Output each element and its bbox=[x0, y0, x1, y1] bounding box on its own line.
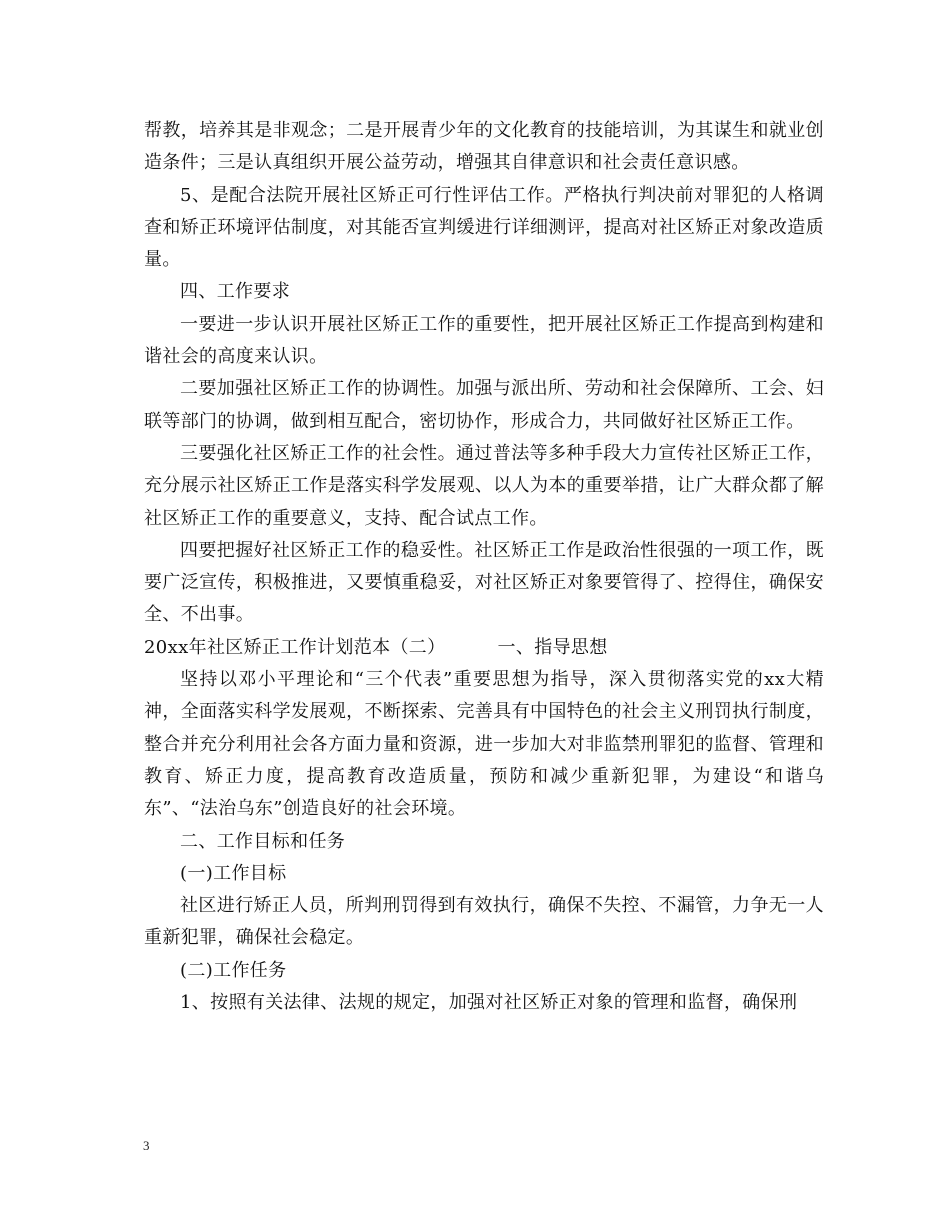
paragraph: 坚持以邓小平理论和“三个代表”重要思想为指导，深入贯彻落实党的xx大精神，全面落实科学发展观，不断探索、完善具有中国特色的社会主义刑罚执行制度，整合并充分利用社会各方面力量和资源，进一步加大对非监禁刑罪犯的监督、管理和教育、矫正力度，提高教育改造质量，预防和减少重新犯罪，为建设“和谐乌东”、“法治乌东”创造良好的社会环境。 bbox=[144, 669, 824, 820]
paragraph: 一要进一步认识开展社区矫正工作的重要性，把开展社区矫正工作提高到构建和谐社会的高度来认识。 bbox=[144, 313, 824, 368]
section-heading-goals-tasks: 二、工作目标和任务 bbox=[180, 830, 346, 852]
paragraph: 帮教，培养其是非观念；二是开展青少年的文化教育的技能培训，为其谋生和就业创造条件；三是认真组织开展公益劳动，增强其自律意识和社会责任意识感。 bbox=[144, 120, 824, 174]
paragraph: 三要强化社区矫正工作的社会性。通过普法等多种手段大力宣传社区矫正工作，充分展示社区矫正工作是落实科学发展观、以人为本的重要举措，让广大群众都了解社区矫正工作的重要意义，支持、配合试点工作。 bbox=[144, 442, 824, 529]
section-heading-guiding-ideology: 一、指导思想 bbox=[497, 636, 608, 658]
subheading-work-tasks: (二)工作任务 bbox=[180, 959, 287, 981]
paragraph: 二要加强社区矫正工作的协调性。加强与派出所、劳动和社会保障所、工会、妇联等部门的协调，做到相互配合，密切协作，形成合力，共同做好社区矫正工作。 bbox=[144, 378, 824, 432]
paragraph: 四要把握好社区矫正工作的稳妥性。社区矫正工作是政治性很强的一项工作，既要广泛宣传，积极推进，又要慎重稳妥，对社区矫正对象要管得了、控得住，确保安全、不出事。 bbox=[144, 539, 824, 626]
paragraph: 社区进行矫正人员，所判刑罚得到有效执行，确保不失控、不漏管，力争无一人重新犯罪，确保社会稳定。 bbox=[144, 895, 824, 949]
page-number: 3 bbox=[143, 1138, 150, 1153]
section-title: 20xx年社区矫正工作计划范本（二） bbox=[144, 636, 446, 658]
section-heading-work-requirements: 四、工作要求 bbox=[180, 281, 291, 303]
subheading-work-goal: (一)工作目标 bbox=[180, 862, 287, 884]
paragraph: 5、是配合法院开展社区矫正可行性评估工作。严格执行判决前对罪犯的人格调查和矫正环境评估制度，对其能否宣判缓进行详细测评，提高对社区矫正对象改造质量。 bbox=[144, 184, 824, 271]
document-body bbox=[144, 115, 824, 1019]
section-title-line bbox=[144, 632, 824, 664]
paragraph: 1、按照有关法律、法规的规定，加强对社区矫正对象的管理和监督，确保刑 bbox=[180, 992, 798, 1014]
